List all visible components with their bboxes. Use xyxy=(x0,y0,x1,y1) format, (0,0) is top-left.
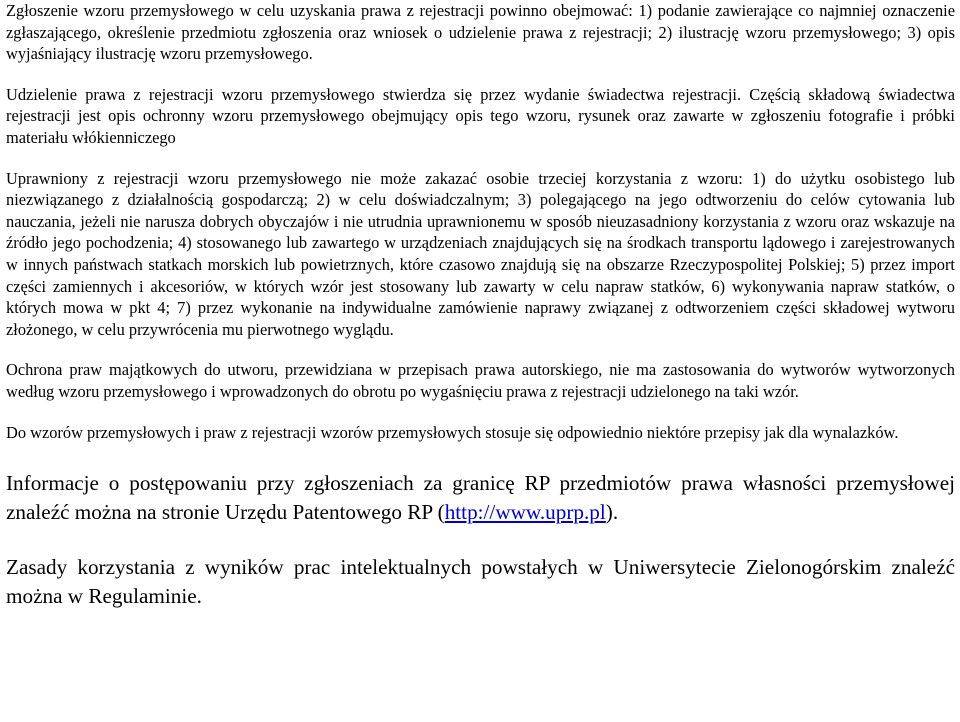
paragraph-usage-exceptions: Uprawniony z rejestracji wzoru przemysłowego nie może zakazać osobie trzeciej korzystania z wzoru: 1) do użytku osobistego lub niezwiązanego z działalnością gospodarczą; 2) w celu doświadczalnym; 3) polegającego na jego odtworzeniu do celów cytowania lub nauczania, jeżeli nie narusza dobrych obyczajów i nie utrudnia uprawnionemu w sposób nieuzasadniony korzystania z wzoru oraz wskazuje na źródło jego pochodzenia; 4) stosowanego lub zawartego w urządzeniach znajdujących się na środkach transportu lądowego i zarejestrowanych w innych państwach statkach morskich lub powietrznych, które czasowo znajdują się na obszarze Rzeczypospolitej Polskiej; 5) przez import części zamiennych i akcesoriów, w których wzór jest stosowany lub zawarty w celu napraw statków, 6) wykonywania napraw statków, o których mowa w pkt 4; 7) przez wykonanie na indywidualne zamówienie naprawy związanej z odtworzeniem części składowej wytworu złożonego, w celu przywrócenia mu pierwotnego wyglądu. xyxy=(6,168,955,339)
paragraph-registration-certificate: Udzielenie prawa z rejestracji wzoru przemysłowego stwierdza się przez wydanie świadectwa rejestracji. Częścią składową świadectwa rejestracji jest opis ochronny wzoru przemysłowego obejmujący opis tego wzoru, rysunek oraz zawarte w zgłoszeniu fotografie i próbki materiału włókienniczego xyxy=(6,84,955,147)
info-text: Informacje o postępowaniu przy zgłoszeniach za granicę RP przedmiotów prawa własności przemysłowej znaleźć można na stronie Urzędu Patentowego RP ( xyxy=(6,471,955,525)
paragraph-foreign-filing-info xyxy=(6,469,955,527)
document-page xyxy=(6,0,955,611)
info-suffix: ). xyxy=(605,500,619,525)
paragraph-application-contents: Zgłoszenie wzoru przemysłowego w celu uzyskania prawa z rejestracji powinno obejmować: 1) podanie zawierające co najmniej oznaczenie zgłaszającego, określenie przedmiotu zgłoszenia oraz wniosek o udzielenie prawa z rejestracji; 2) ilustrację wzoru przemysłowego; 3) opis wyjaśniający ilustrację wzoru przemysłowego. xyxy=(6,1,955,64)
paragraph-copyright-protection: Ochrona praw majątkowych do utworu, przewidziana w przepisach prawa autorskiego, nie ma zastosowania do wytworów wytworzonych według wzoru przemysłowego i wprowadzonych do obrotu po wygaśnięciu prawa z rejestracji udzielonego na taki wzór. xyxy=(6,360,955,401)
uprp-link[interactable]: http://www.uprp.pl xyxy=(444,500,606,525)
paragraph-patent-provisions: Do wzorów przemysłowych i praw z rejestracji wzorów przemysłowych stosuje się odpowiednio niektóre przepisy jak dla wynalazków. xyxy=(6,422,899,442)
paragraph-university-rules: Zasady korzystania z wyników prac intelektualnych powstałych w Uniwersytecie Zielonogórskim znaleźć można w Regulaminie. xyxy=(6,555,955,609)
